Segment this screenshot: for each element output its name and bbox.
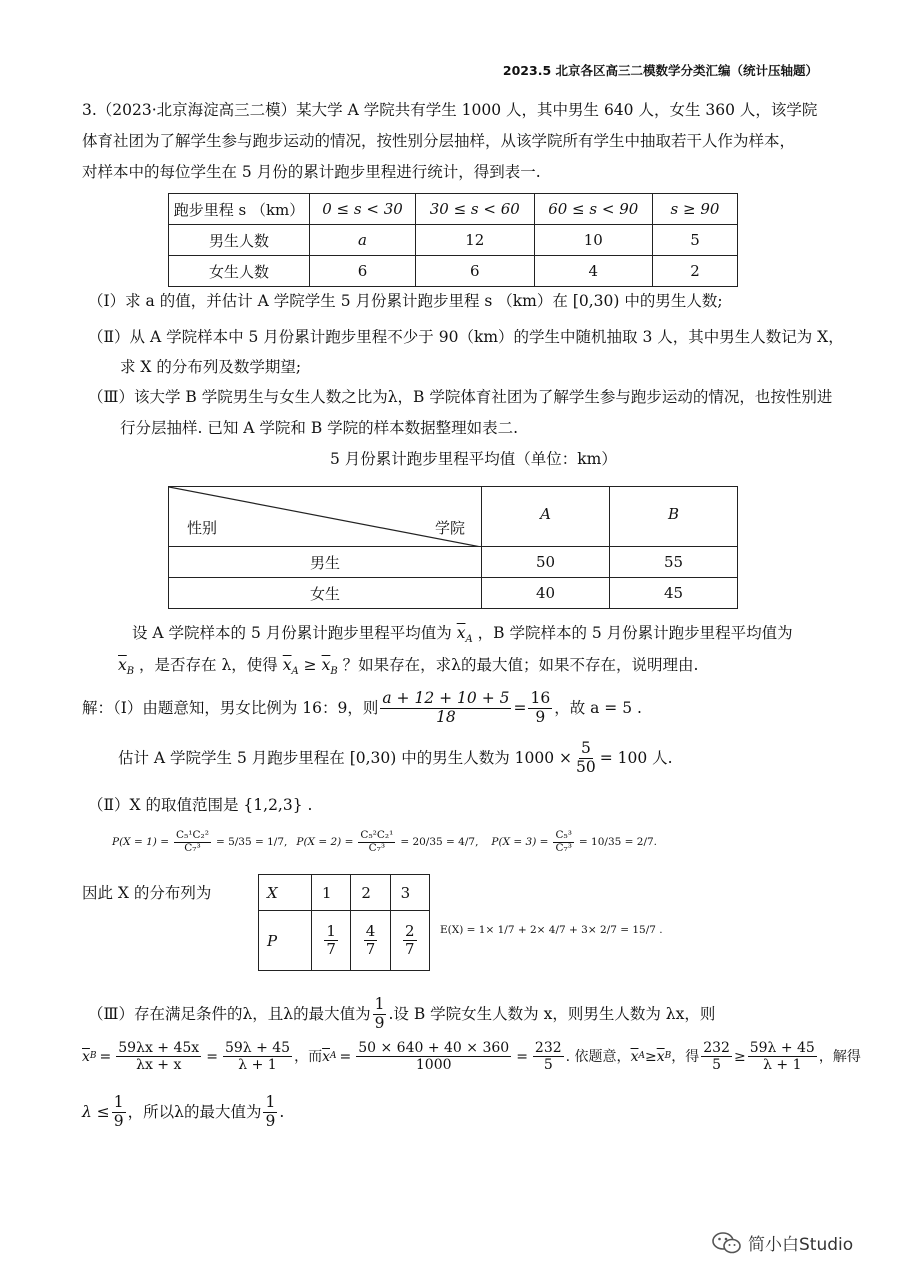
table2-title: 5 月份累计跑步里程平均值（单位：km）	[330, 450, 617, 468]
dist-cell: $\frac{4}{7}$	[351, 911, 390, 971]
table1-cell: 12	[416, 225, 534, 256]
corner-gender-label: 性别	[187, 519, 218, 537]
solution-1-estimate: 估计 A 学院学生 5 月跑步里程在 [0,30) 中的男生人数为 1000 × $\frac{5}{50}$ = 100 人.	[118, 739, 673, 776]
table1-cell: 6	[416, 256, 534, 287]
corner-college-label: 学院	[434, 519, 465, 537]
table2-corner	[169, 487, 482, 547]
dist-cell: X	[259, 875, 312, 911]
question-line-1	[132, 626, 793, 645]
part-2-line-2: 求 X 的分布列及数学期望;	[120, 358, 302, 376]
table2-cell: 45	[610, 578, 738, 609]
probabilities: P(X = 1) = $\frac{\text{C₅¹C₂²}}{\text{C₇³}}$ = 5/35 = 1/7, P(X = 2) = $\frac{\text{C₅²C₂¹}}{\text{C₇³}}$ = 20/35 = 4/7, P(X = 3) = $\frac{\text{C₅³}}{\text{C₇³}}$ = 10/35 = 2/7.	[112, 829, 658, 854]
page-header: 2023.5 北京各区高三二模数学分类汇编（统计压轴题）	[502, 63, 818, 78]
table1-cell: 女生人数	[169, 256, 310, 287]
table1-cell: 6	[310, 256, 416, 287]
solution-3-line-3: λ ≤ $\frac{1}{9}$ ，所以λ的最大值为 $\frac{1}{9}$ .	[82, 1093, 285, 1130]
table1-cell: 男生人数	[169, 225, 310, 256]
dist-cell: 1	[312, 875, 351, 911]
problem-line-1: 3.（2023·北京海淀高三二模）某大学 A 学院共有学生 1000 人，其中男生 640 人，女生 360 人，该学院	[82, 101, 818, 119]
distribution-label: 因此 X 的分布列为	[82, 884, 212, 902]
solution-2-range: （Ⅱ）X 的取值范围是 {1,2,3} .	[88, 796, 313, 814]
part-1: （Ⅰ）求 a 的值，并估计 A 学院学生 5 月份累计跑步里程 s （km）在 [0,30) 中的男生人数;	[88, 292, 723, 310]
problem-line-3: 对样本中的每位学生在 5 月份的累计跑步里程进行统计，得到表一.	[82, 163, 541, 181]
table1-cell: 10	[534, 225, 652, 256]
sub-b: B	[126, 666, 135, 678]
table2-cell: 男生	[169, 547, 482, 578]
wechat-icon	[712, 1231, 742, 1255]
dist-cell: 2	[351, 875, 390, 911]
table2-cell: 40	[482, 578, 610, 609]
dist-cell: $\frac{1}{7}$	[312, 911, 351, 971]
dist-cell: $\frac{2}{7}$	[390, 911, 429, 971]
table1-cell: 2	[653, 256, 738, 287]
q-text: ？如果存在，求λ的最大值；如果不存在，说明理由.	[342, 656, 699, 674]
q-text: ，B 学院样本的 5 月份累计跑步里程平均值为	[477, 624, 793, 642]
table2-col-a: A	[482, 487, 610, 547]
sub-a: A	[465, 634, 473, 646]
table1-header: 60 ≤ s < 90	[534, 194, 652, 225]
part-3-line-2: 行分层抽样. 已知 A 学院和 B 学院的样本数据整理如表二.	[120, 419, 519, 437]
solution-3-line-1: （Ⅲ）存在满足条件的λ，且λ的最大值为 $\frac{1}{9}$ .设 B 学院女生人数为 x，则男生人数为 λx，则	[88, 995, 716, 1032]
table1-cell: 4	[534, 256, 652, 287]
dist-cell: 3	[390, 875, 429, 911]
table2-cell: 55	[610, 547, 738, 578]
dist-cell: P	[259, 911, 312, 971]
x-bar-b: $\overline{x}$	[118, 656, 127, 674]
table1-cell: a	[310, 225, 416, 256]
fraction: $\frac{a + 12 + 10 + 5}{18}$	[382, 689, 510, 726]
expectation: E(X) = 1× 1/7 + 2× 4/7 + 3× 2/7 = 15/7 .	[440, 924, 663, 936]
table1-cell: 5	[653, 225, 738, 256]
q-text: ，是否存在 λ，使得	[139, 656, 278, 674]
table2-cell: 女生	[169, 578, 482, 609]
watermark	[712, 1230, 853, 1255]
mileage-table	[168, 193, 738, 287]
table1-header: 跑步里程 s （km）	[169, 194, 310, 225]
table1-header: 0 ≤ s < 30	[310, 194, 416, 225]
problem-line-2: 体育社团为了解学生参与跑步运动的情况，按性别分层抽样，从该学院所有学生中抽取若干人作为样本，	[82, 132, 796, 150]
solution-1: 解：（Ⅰ）由题意知，男女比例为 16：9，则 $\frac{a + 12 + 10 + 5}{18}$ = $\frac{16}{9}$ ，故 a = 5 .	[82, 689, 642, 726]
solution-3-line-2: $\overline{x}$ B = $\frac{59\lambda x + 45x}{\lambda x + x}$ = $\frac{59\lambda + 45}{\lambda + 1}$ ，而 $\overline{x}$ A = $\frac{50 \times 640 + 40 \times 360}{1000}$ = $\frac{232}{5}$ . 依题意， $\overline{x}$ A ≥ $\overline{x}$ B ，得 $\frac{232}{5}$ ≥ $\frac{59\lambda + 45}{\lambda + 1}$ ，解得	[82, 1040, 861, 1074]
table2-col-b: B	[610, 487, 738, 547]
part-2-line-1: （Ⅱ）从 A 学院样本中 5 月份累计跑步里程不少于 90（km）的学生中随机抽取 3 人，其中男生人数记为 X，	[88, 328, 844, 346]
part-3-line-1: （Ⅲ）该大学 B 学院男生与女生人数之比为λ，B 学院体育社团为了解学生参与跑步运动的情况，也按性别进	[88, 388, 833, 406]
average-table	[168, 486, 738, 609]
watermark-text: 简小白Studio	[748, 1235, 854, 1255]
question-line-2: $\overline{x}_B$ ，是否存在 λ，使得 $\overline{x}_A \ge \overline{x}_B$ ？如果存在，求λ的最大值；如果不存在，说明理由.	[118, 656, 699, 678]
table2-cell: 50	[482, 547, 610, 578]
q-text: 设 A 学院样本的 5 月份累计跑步里程平均值为	[132, 624, 452, 642]
fraction: $\frac{5}{50}$	[576, 739, 596, 776]
table1-header: s ≥ 90	[653, 194, 738, 225]
distribution-table	[258, 874, 430, 971]
table1-header: 30 ≤ s < 60	[416, 194, 534, 225]
fraction: $\frac{16}{9}$	[530, 689, 551, 726]
x-bar-a: $\overline{x}$	[456, 624, 466, 642]
